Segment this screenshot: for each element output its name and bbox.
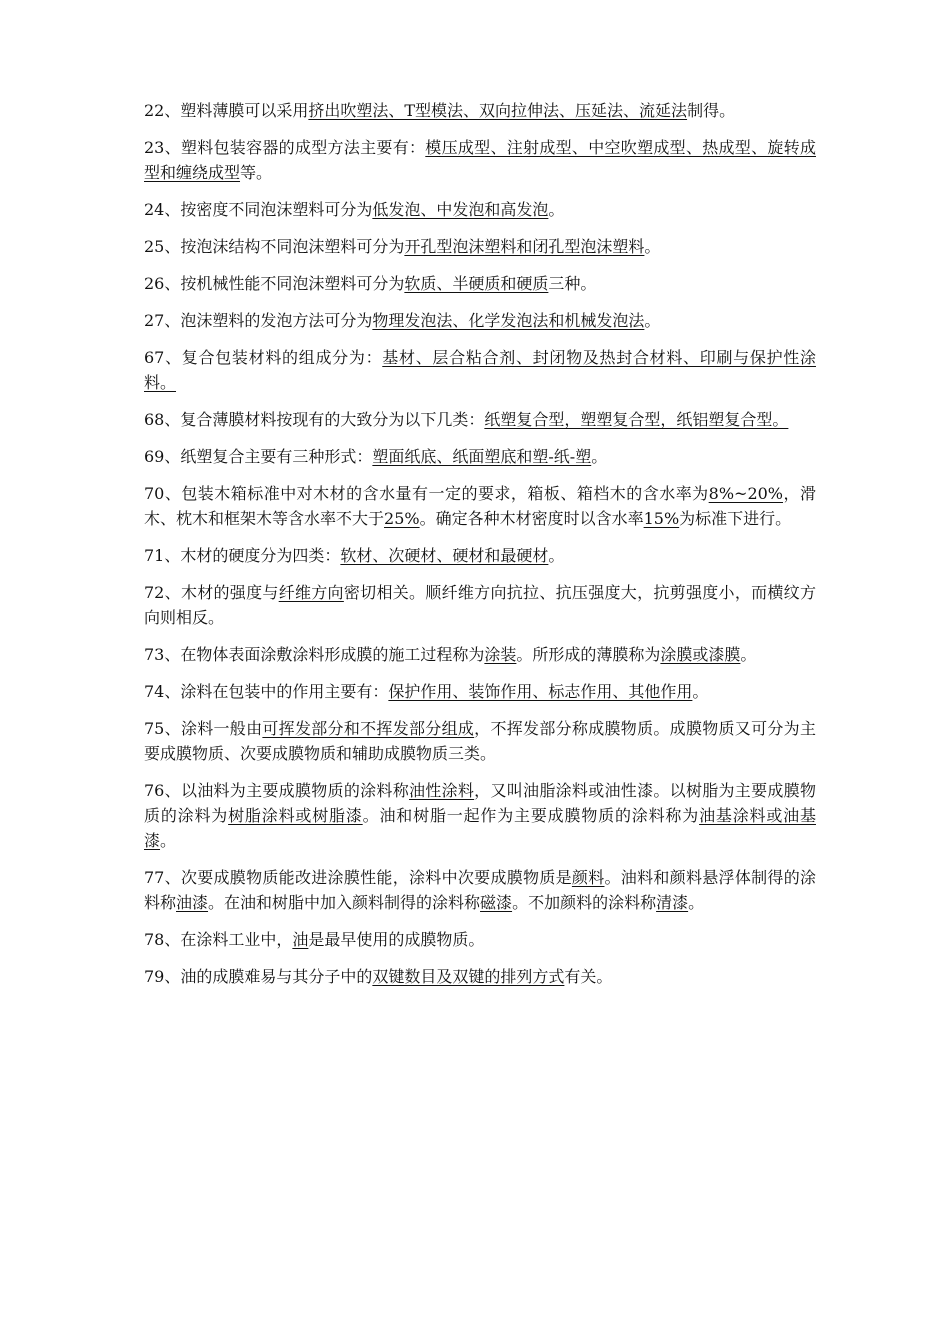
question-item bbox=[144, 481, 816, 531]
question-text: 有关。 bbox=[564, 967, 613, 986]
question-text: 。 bbox=[740, 645, 757, 664]
question-text: 72、木材的强度与 bbox=[144, 583, 279, 602]
document-page bbox=[144, 98, 816, 1001]
answer-text: 涂装 bbox=[484, 645, 517, 664]
question-text: 。 bbox=[591, 447, 608, 466]
question-text: 为标准下进行。 bbox=[679, 509, 792, 528]
question-text: 22、塑料薄膜可以采用 bbox=[144, 101, 309, 120]
question-text: 是最早使用的成膜物质。 bbox=[308, 930, 485, 949]
answer-text: 油基涂料或油基漆 bbox=[144, 806, 816, 850]
answer-text: 纸塑复合型，塑塑复合型，纸铝塑复合型。 bbox=[484, 410, 789, 429]
question-text: 。在油和树脂中加入颜料制得的涂料称 bbox=[208, 893, 481, 912]
question-text: 71、木材的硬度分为四类： bbox=[144, 546, 341, 565]
answer-text: 15% bbox=[643, 509, 680, 528]
question-text: ，不挥发部分称成膜物质。成膜物质又可分为主要成膜物质、次要成膜物质和辅助成膜物质三类。 bbox=[144, 719, 816, 763]
question-text: ，又叫油脂涂料或油性漆。以树脂为主要成膜物质的涂料为 bbox=[144, 781, 816, 825]
answer-text: 油性涂料 bbox=[409, 781, 475, 800]
question-item bbox=[144, 778, 816, 853]
answer-text: 磁漆 bbox=[480, 893, 513, 912]
question-item bbox=[144, 234, 816, 259]
question-text: 67、复合包装材料的组成分为： bbox=[144, 348, 383, 367]
question-text: 79、油的成膜难易与其分子中的 bbox=[144, 967, 373, 986]
question-text: ，滑木、枕木和框架木等含水率不大于 bbox=[144, 484, 816, 528]
answer-text: 物理发泡法、化学发泡法和机械发泡法 bbox=[372, 311, 645, 330]
question-text: 。 bbox=[548, 546, 565, 565]
question-text: 70、包装木箱标准中对木材的含水量有一定的要求，箱板、箱档木的含水率为 bbox=[144, 484, 709, 503]
question-item bbox=[144, 679, 816, 704]
answer-text: 8%~20% bbox=[708, 484, 784, 503]
question-text: 77、次要成膜物质能改进涂膜性能，涂料中次要成膜物质是 bbox=[144, 868, 572, 887]
question-text: 。油和树脂一起作为主要成膜物质的涂料称为 bbox=[362, 806, 700, 825]
question-text: 。 bbox=[692, 682, 709, 701]
answer-text: 颜料 bbox=[571, 868, 605, 887]
question-item bbox=[144, 271, 816, 296]
question-item bbox=[144, 135, 816, 185]
answer-text: 油漆 bbox=[176, 893, 209, 912]
answer-text: 软质、半硬质和硬质 bbox=[404, 274, 549, 293]
question-item bbox=[144, 580, 816, 630]
answer-text: 双键数目及双键的排列方式 bbox=[372, 967, 565, 986]
question-text: 。 bbox=[644, 237, 661, 256]
question-item bbox=[144, 197, 816, 222]
question-item bbox=[144, 543, 816, 568]
answer-text: 软材、次硬材、硬材和最硬材 bbox=[340, 546, 549, 565]
question-text: 69、纸塑复合主要有三种形式： bbox=[144, 447, 373, 466]
answer-text: 开孔型泡沫塑料和闭孔型泡沫塑料 bbox=[404, 237, 645, 256]
question-item bbox=[144, 407, 816, 432]
answer-text: 清漆 bbox=[656, 893, 689, 912]
answer-text: 可挥发部分和不挥发部分组成 bbox=[262, 719, 475, 738]
question-text: 74、涂料在包装中的作用主要有： bbox=[144, 682, 389, 701]
question-text: 。 bbox=[548, 200, 565, 219]
question-text: 73、在物体表面涂敷涂料形成膜的施工过程称为 bbox=[144, 645, 485, 664]
question-item bbox=[144, 964, 816, 989]
answer-text: 25% bbox=[384, 509, 420, 528]
question-text: 68、复合薄膜材料按现有的大致分为以下几类： bbox=[144, 410, 485, 429]
question-item bbox=[144, 308, 816, 333]
answer-text: 油 bbox=[292, 930, 309, 949]
question-text: 78、在涂料工业中， bbox=[144, 930, 293, 949]
question-text: 25、按泡沫结构不同泡沫塑料可分为 bbox=[144, 237, 405, 256]
question-text: 。油料和颜料悬浮体制得的涂料称 bbox=[144, 868, 816, 912]
answer-text: 模压成型、注射成型、中空吹塑成型、热成型、旋转成型和缠绕成型 bbox=[144, 138, 816, 182]
answer-text: 挤出吹塑法、T型模法、双向拉伸法、压延法、流延法 bbox=[308, 101, 688, 120]
question-text: 密切相关。顺纤维方向抗拉、抗压强度大，抗剪强度小，而横纹方向则相反。 bbox=[144, 583, 816, 627]
question-item bbox=[144, 444, 816, 469]
question-text: 24、按密度不同泡沫塑料可分为 bbox=[144, 200, 373, 219]
question-item bbox=[144, 865, 816, 915]
question-text: 。 bbox=[160, 831, 177, 850]
question-text: 75、涂料一般由 bbox=[144, 719, 263, 738]
question-text: 23、塑料包装容器的成型方法主要有： bbox=[144, 138, 426, 157]
question-text: 等。 bbox=[240, 163, 273, 182]
question-item bbox=[144, 642, 816, 667]
answer-text: 基材、层合粘合剂、封闭物及热封合材料、印刷与保护性涂料。 bbox=[144, 348, 816, 392]
answer-text: 低发泡、中发泡和高发泡 bbox=[372, 200, 549, 219]
question-text: 。 bbox=[688, 893, 705, 912]
question-text: 26、按机械性能不同泡沫塑料可分为 bbox=[144, 274, 405, 293]
question-text: 。确定各种木材密度时以含水率 bbox=[419, 509, 644, 528]
question-item bbox=[144, 98, 816, 123]
question-item bbox=[144, 716, 816, 766]
answer-text: 树脂涂料或树脂漆 bbox=[228, 806, 363, 825]
question-text: 。所形成的薄膜称为 bbox=[516, 645, 661, 664]
question-text: 27、泡沫塑料的发泡方法可分为 bbox=[144, 311, 373, 330]
question-text: 。 bbox=[644, 311, 661, 330]
answer-text: 塑面纸底、纸面塑底和塑-纸-塑 bbox=[372, 447, 592, 466]
answer-text: 保护作用、装饰作用、标志作用、其他作用 bbox=[388, 682, 693, 701]
question-item bbox=[144, 345, 816, 395]
question-text: 。不加颜料的涂料称 bbox=[512, 893, 657, 912]
question-text: 三种。 bbox=[548, 274, 597, 293]
question-item bbox=[144, 927, 816, 952]
answer-text: 纤维方向 bbox=[278, 583, 344, 602]
question-text: 76、以油料为主要成膜物质的涂料称 bbox=[144, 781, 409, 800]
answer-text: 涂膜或漆膜 bbox=[660, 645, 741, 664]
question-text: 制得。 bbox=[687, 101, 736, 120]
